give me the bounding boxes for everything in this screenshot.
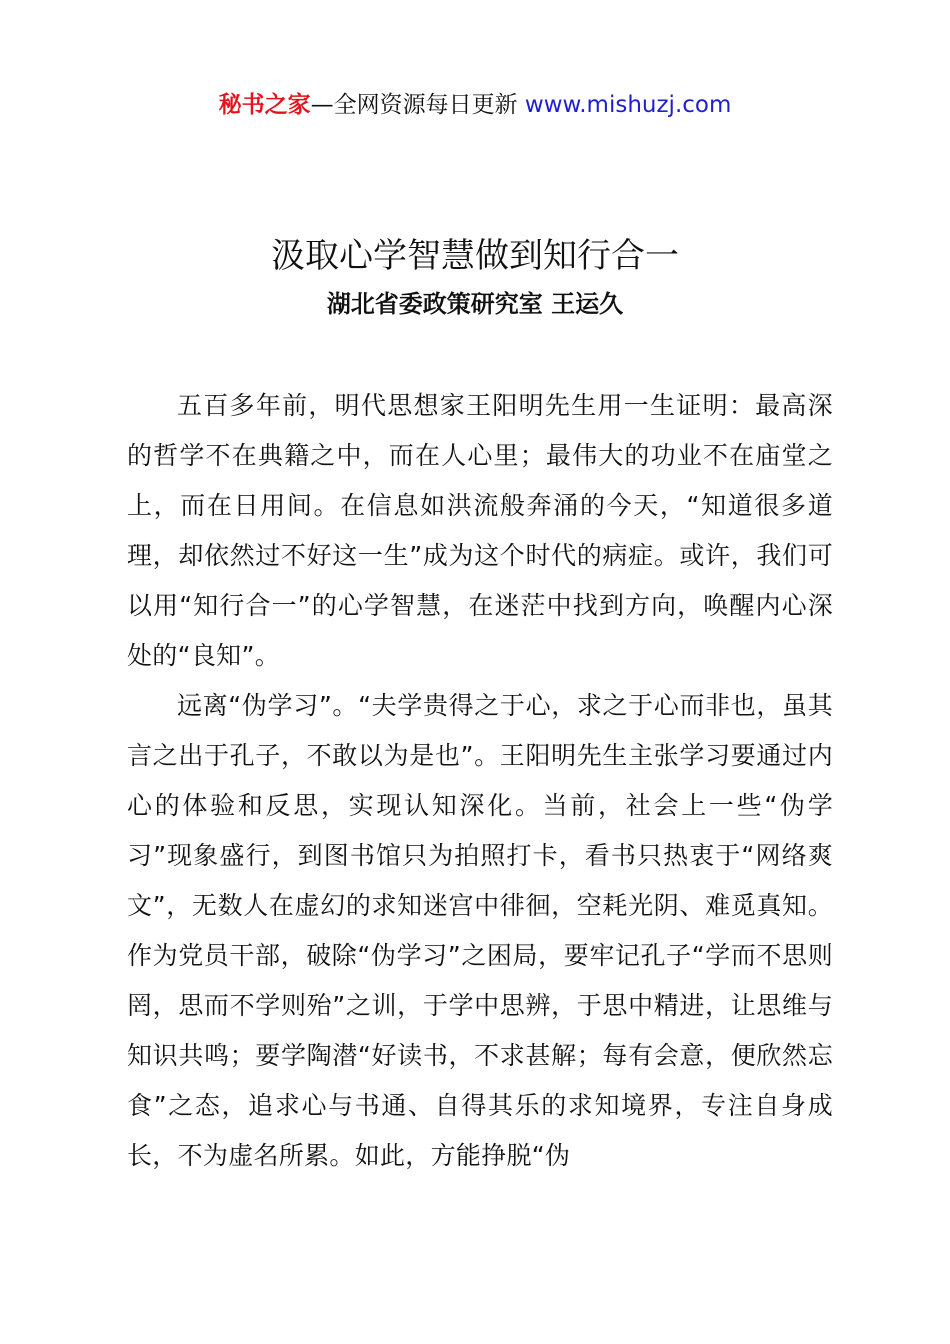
site-brand: 秘书之家 [218, 92, 311, 118]
article-body [127, 381, 833, 1181]
site-header [0, 88, 950, 122]
article-byline: 湖北省委政策研究室 王运久 [326, 290, 624, 318]
article-title: 汲取心学智慧做到知行合一 [271, 236, 679, 276]
site-tagline: —全网资源每日更新 [310, 92, 518, 118]
paragraph-2: 远离“伪学习”。“夫学贵得之于心，求之于心而非也，虽其言之出于孔子，不敢以为是也”。王阳明先生主张学习要通过内心的体验和反思，实现认知深化。当前，社会上一些“伪学习”现象盛行，到图书馆只为拍照打卡，看书只热衷于“网络爽文”，无数人在虚幻的求知迷宫中徘徊，空耗光阴、难觅真知。作为党员干部，破除“伪学习”之困局，要牢记孔子“学而不思则罔，思而不学则殆”之训，于学中思辨，于思中精进，让思维与知识共鸣；要学陶潜“好读书，不求甚解；每有会意，便欣然忘食”之态，追求心与书通、自得其乐的求知境界，专注自身成长，不为虚名所累。如此，方能挣脱“伪 [127, 691, 833, 1170]
site-url-link[interactable]: www.mishuzj.com [524, 92, 732, 118]
paragraph-1: 五百多年前，明代思想家王阳明先生用一生证明：最高深的哲学不在典籍之中，而在人心里；最伟大的功业不在庙堂之上，而在日用间。在信息如洪流般奔涌的今天，“知道很多道理，却依然过不好这一生”成为这个时代的病症。或许，我们可以用“知行合一”的心学智慧，在迷茫中找到方向，唤醒内心深处的“良知”。 [127, 391, 833, 670]
